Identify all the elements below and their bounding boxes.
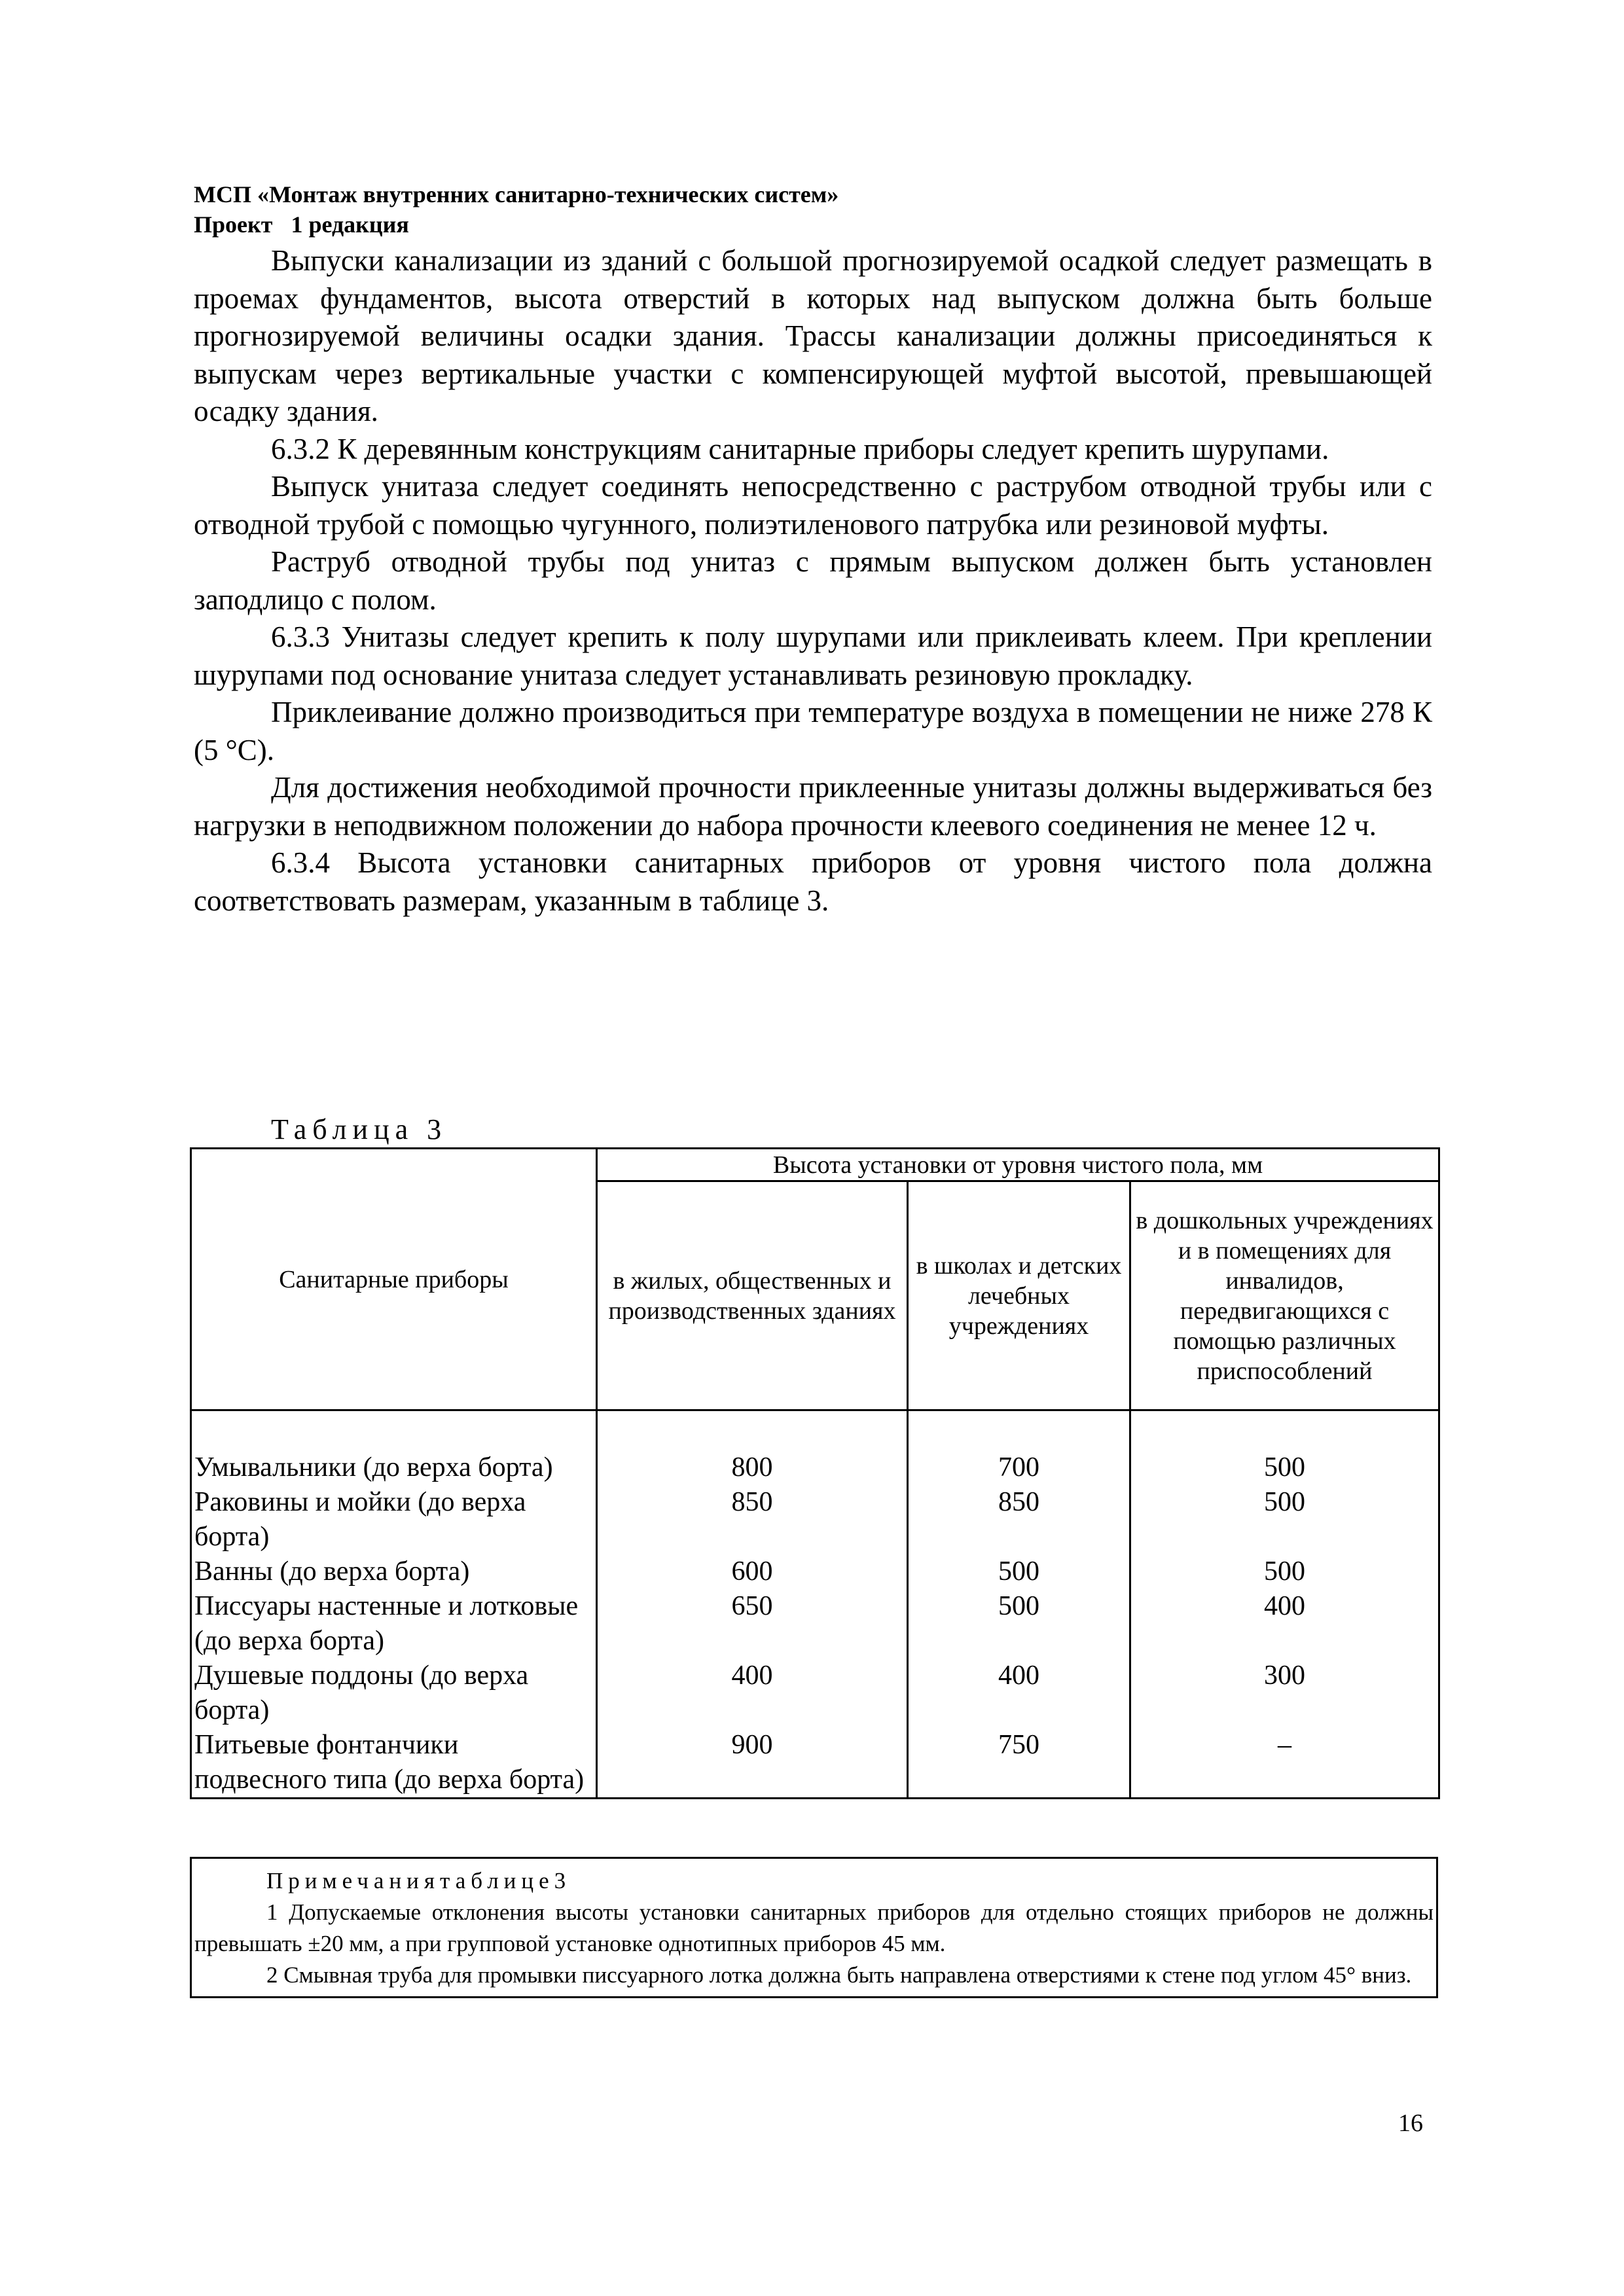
table-row — [191, 1728, 1439, 1799]
height-schools: 500 — [908, 1554, 1130, 1589]
paragraph: 6.3.2 К деревянным конструкциям санитарные приборы следует крепить шурупами. — [271, 432, 1329, 465]
height-residential: 900 — [597, 1728, 908, 1799]
device-name: Ванны (до верха борта) — [191, 1554, 597, 1589]
height-schools: 750 — [908, 1728, 1130, 1799]
height-preschool: 500 — [1130, 1485, 1439, 1554]
table-notes — [190, 1857, 1438, 1998]
height-preschool: – — [1130, 1728, 1439, 1799]
paragraph: Выпуски канализации из зданий с большой прогнозируемой осадкой следует размещать в проемах фундаментов, высота отверстий в которых над выпуском должна быть больше прогнозируемой величины осадки здания. Трассы канализации должны присоединяться к выпускам через вертикальные участки с компенсирующей муфтой высотой, превышающей осадку здания. — [194, 244, 1432, 427]
paragraph: Приклеивание должно производиться при температуре воздуха в помещении не ниже 278 К (5 °С). — [194, 696, 1432, 766]
device-name: Писсуары настенные и лотковые (до верха борта) — [191, 1589, 597, 1659]
notes-title: Примечаниятаблице3 — [266, 1868, 571, 1893]
paragraph: Выпуск унитаза следует соединять непосредственно с раструбом отводной трубы или с отводной трубой с помощью чугунного, полиэтиленового патрубка или резиновой муфты. — [194, 470, 1432, 541]
note-item: 1 Допускаемые отклонения высоты установки санитарных приборов для отдельно стоящих приборов не должны превышать ±20 мм, а при групповой установке однотипных приборов 45 мм. — [194, 1899, 1434, 1956]
installation-height-table — [190, 1147, 1440, 1799]
header-col-preschool: в дошкольных учреждениях и в помещениях для инвалидов, передвигающихся с помощью различных приспособлений — [1130, 1181, 1439, 1410]
table-caption: Таблица 3 — [271, 1113, 448, 1145]
paragraph: 6.3.4 Высота установки санитарных приборов от уровня чистого пола должна соответствовать размерам, указанным в таблице 3. — [194, 846, 1432, 917]
height-preschool: 300 — [1130, 1659, 1439, 1728]
table-row — [191, 1554, 1439, 1589]
header-project-label: Проект — [194, 211, 273, 238]
table-row — [191, 1659, 1439, 1728]
header-project-line — [194, 209, 1437, 240]
height-schools: 500 — [908, 1589, 1130, 1659]
device-name: Душевые поддоны (до верха борта) — [191, 1659, 597, 1728]
paragraph: 6.3.3 Унитазы следует крепить к полу шурупами или приклеивать клеем. При креплении шурупами под основание унитаза следует устанавливать резиновую прокладку. — [194, 620, 1432, 691]
header-edition: 1 редакция — [291, 211, 409, 238]
device-name: Раковины и мойки (до верха борта) — [191, 1485, 597, 1554]
device-name: Питьевые фонтанчики подвесного типа (до верха борта) — [191, 1728, 597, 1799]
table-row — [191, 1589, 1439, 1659]
height-residential: 400 — [597, 1659, 908, 1728]
paragraph: Раструб отводной трубы под унитаз с прямым выпуском должен быть установлен заподлицо с полом. — [194, 545, 1432, 616]
height-residential: 800 — [597, 1410, 908, 1486]
height-preschool: 500 — [1130, 1410, 1439, 1486]
header-title: МСП «Монтаж внутренних санитарно-технических систем» — [194, 181, 839, 207]
table-row — [191, 1410, 1439, 1486]
height-preschool: 400 — [1130, 1589, 1439, 1659]
header-col-schools: в школах и детских лечебных учреждениях — [908, 1181, 1130, 1410]
height-schools: 850 — [908, 1485, 1130, 1554]
paragraph: Для достижения необходимой прочности приклеенные унитазы должны выдерживаться без нагрузки в неподвижном положении до набора прочности клеевого соединения не менее 12 ч. — [194, 771, 1432, 842]
note-item: 2 Смывная труба для промывки писсуарного лотка должна быть направлена отверстиями к стене под углом 45° вниз. — [266, 1962, 1412, 1988]
height-residential: 650 — [597, 1589, 908, 1659]
height-residential: 600 — [597, 1554, 908, 1589]
height-schools: 400 — [908, 1659, 1130, 1728]
height-schools: 700 — [908, 1410, 1130, 1486]
device-name: Умывальники (до верха борта) — [191, 1410, 597, 1486]
header-devices: Санитарные приборы — [191, 1149, 597, 1410]
height-residential: 850 — [597, 1485, 908, 1554]
body-text — [194, 242, 1432, 920]
table-row — [191, 1485, 1439, 1554]
document-header — [194, 179, 1437, 240]
page-number: 16 — [1398, 2109, 1423, 2137]
header-col-residential: в жилых, общественных и производственных зданиях — [597, 1181, 908, 1410]
header-height-group: Высота установки от уровня чистого пола, мм — [597, 1149, 1439, 1181]
height-preschool: 500 — [1130, 1554, 1439, 1589]
